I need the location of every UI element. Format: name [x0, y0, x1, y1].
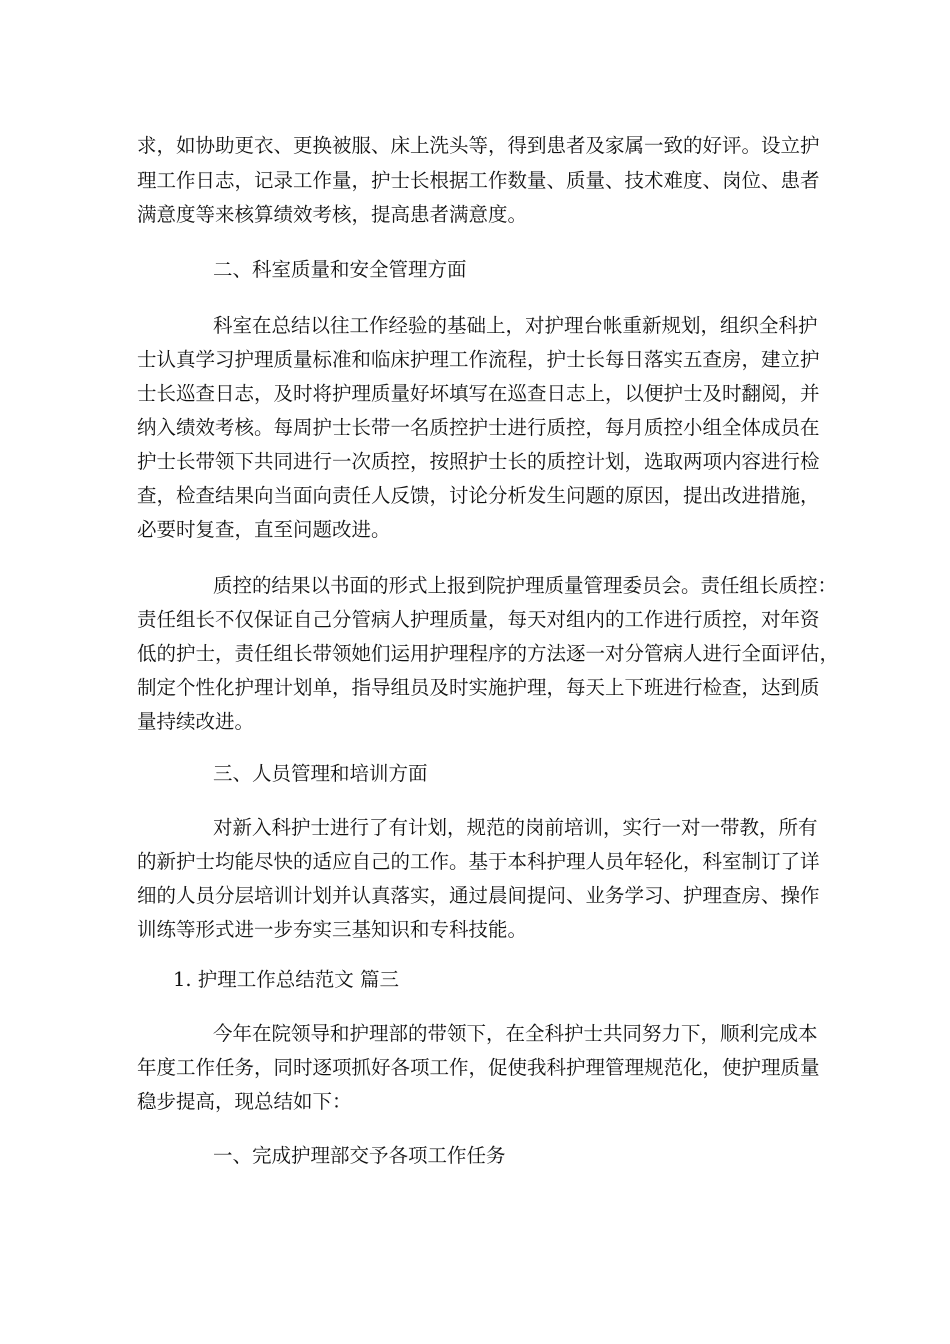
- paragraph-line: 对新入科护士进行了有计划，规范的岗前培训，实行一对一带教，所有: [213, 816, 818, 839]
- paragraph-line: 满意度等来核算绩效考核，提高患者满意度。: [137, 203, 528, 226]
- paragraph-line: 低的护士，责任组长带领她们运用护理程序的方法逐一对分管病人进行全面评估，: [137, 642, 840, 665]
- paragraph-line: 细的人员分层培训计划并认真落实，通过晨间提问、业务学习、护理查房、操作: [137, 884, 820, 907]
- paragraph-line: 纳入绩效考核。每周护士长带一名质控护士进行质控，每月质控小组全体成员在: [137, 416, 820, 439]
- section-heading: 三、人员管理和培训方面: [213, 762, 428, 785]
- numbered-heading: 1. 护理工作总结范文 篇三: [173, 968, 400, 991]
- paragraph-line: 量持续改进。: [137, 710, 255, 733]
- paragraph-line: 理工作日志，记录工作量，护士长根据工作数量、质量、技术难度、岗位、患者: [137, 169, 820, 192]
- paragraph-line: 必要时复查，直至问题改进。: [137, 518, 391, 541]
- paragraph-line: 科室在总结以往工作经验的基础上，对护理台帐重新规划，组织全科护: [213, 314, 818, 337]
- paragraph-line: 的新护士均能尽快的适应自己的工作。基于本科护理人员年轻化，科室制订了详: [137, 850, 820, 873]
- paragraph-line: 士长巡查日志，及时将护理质量好坏填写在巡查日志上，以便护士及时翻阅，并: [137, 382, 820, 405]
- paragraph-line: 查，检查结果向当面向责任人反馈，讨论分析发生问题的原因，提出改进措施，: [137, 484, 820, 507]
- paragraph-line: 责任组长不仅保证自己分管病人护理质量，每天对组内的工作进行质控，对年资: [137, 608, 820, 631]
- paragraph-line: 制定个性化护理计划单，指导组员及时实施护理，每天上下班进行检查，达到质: [137, 676, 820, 699]
- paragraph-line: 年度工作任务，同时逐项抓好各项工作，促使我科护理管理规范化，使护理质量: [137, 1056, 820, 1079]
- paragraph-line: 质控的结果以书面的形式上报到院护理质量管理委员会。责任组长质控：: [213, 574, 838, 597]
- paragraph-line: 护士长带领下共同进行一次质控，按照护士长的质控计划，选取两项内容进行检: [137, 450, 820, 473]
- paragraph-line: 求，如协助更衣、更换被服、床上洗头等，得到患者及家属一致的好评。设立护: [137, 134, 820, 157]
- paragraph-line: 稳步提高，现总结如下：: [137, 1090, 352, 1113]
- section-heading: 二、科室质量和安全管理方面: [213, 258, 467, 281]
- section-heading: 一、完成护理部交予各项工作任务: [213, 1144, 506, 1167]
- paragraph-line: 训练等形式进一步夯实三基知识和专科技能。: [137, 918, 528, 941]
- paragraph-line: 今年在院领导和护理部的带领下，在全科护士共同努力下，顺利完成本: [213, 1022, 818, 1045]
- paragraph-line: 士认真学习护理质量标准和临床护理工作流程，护士长每日落实五查房，建立护: [137, 348, 820, 371]
